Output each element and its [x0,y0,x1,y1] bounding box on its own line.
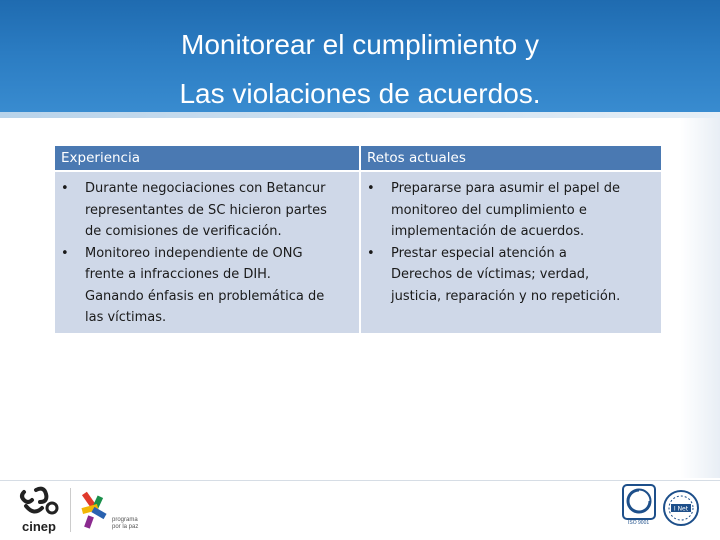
list-item-line: de comisiones de verificación. [85,224,282,239]
content-table [55,146,661,333]
iso-label: ISO 9001 [628,520,650,526]
iqnet-label: I Net [673,505,689,513]
list-item-line: las víctimas. [85,310,167,325]
footer-divider [0,480,720,481]
list-item-line: Derechos de víctimas; verdad, [391,267,590,282]
bullet-icon: • [61,245,69,261]
iqnet-badge [662,488,700,532]
list-item-line: frente a infracciones de DIH. [85,267,271,282]
list-item-line: implementación de acuerdos. [391,224,585,239]
bullet-icon: • [367,181,375,196]
right-edge-gradient [680,118,720,478]
header-experiencia: Experiencia [55,146,360,171]
list-item-line: Prestar especial atención a [391,245,567,261]
peace-program-caption [112,517,138,531]
bullet-icon: • [61,181,69,196]
cinep-wordmark: cinep [22,519,56,534]
list-item-line: Durante negociaciones con Betancur [85,181,326,196]
list-item [363,243,657,308]
list-item [57,178,355,243]
list-item-line: Monitoreo independiente de ONG [85,245,303,261]
iso-seal-icon [622,484,656,520]
slide-title-line-2: Las violaciones de acuerdos. [179,78,541,109]
cinep-logo [18,486,64,534]
list-item [57,243,355,329]
bullet-icon: • [367,245,375,261]
list-item [363,178,657,243]
list-item-line: justicia, reparación y no repetición. [391,288,621,304]
list-item-line: representantes de SC hicieron partes [85,202,327,218]
table-header-row [55,146,661,171]
retos-list [363,178,657,307]
caption-line: por la paz [112,524,139,530]
programa-por-la-paz-logo [76,486,140,534]
cinep-mark-icon [18,486,64,520]
table-row [55,171,661,333]
experiencia-list [57,178,355,329]
iqnet-seal-icon [662,488,700,532]
title-banner-band [0,112,720,118]
header-retos-actuales: Retos actuales [360,146,661,171]
title-banner [0,0,720,118]
peace-program-mark-icon [76,486,116,532]
list-item-line: monitoreo del cumplimiento e [391,202,587,218]
slide-title-line-1: Monitorear el cumplimiento y [181,29,539,60]
iso-certification-badge [622,484,656,536]
caption-line: programa [112,517,138,523]
logo-divider [70,488,71,532]
list-item-line: Prepararse para asumir el papel de [391,181,621,196]
list-item-line: Ganando énfasis en problemática de [85,288,325,304]
cell-experiencia [55,171,360,333]
cell-retos-actuales [360,171,661,333]
